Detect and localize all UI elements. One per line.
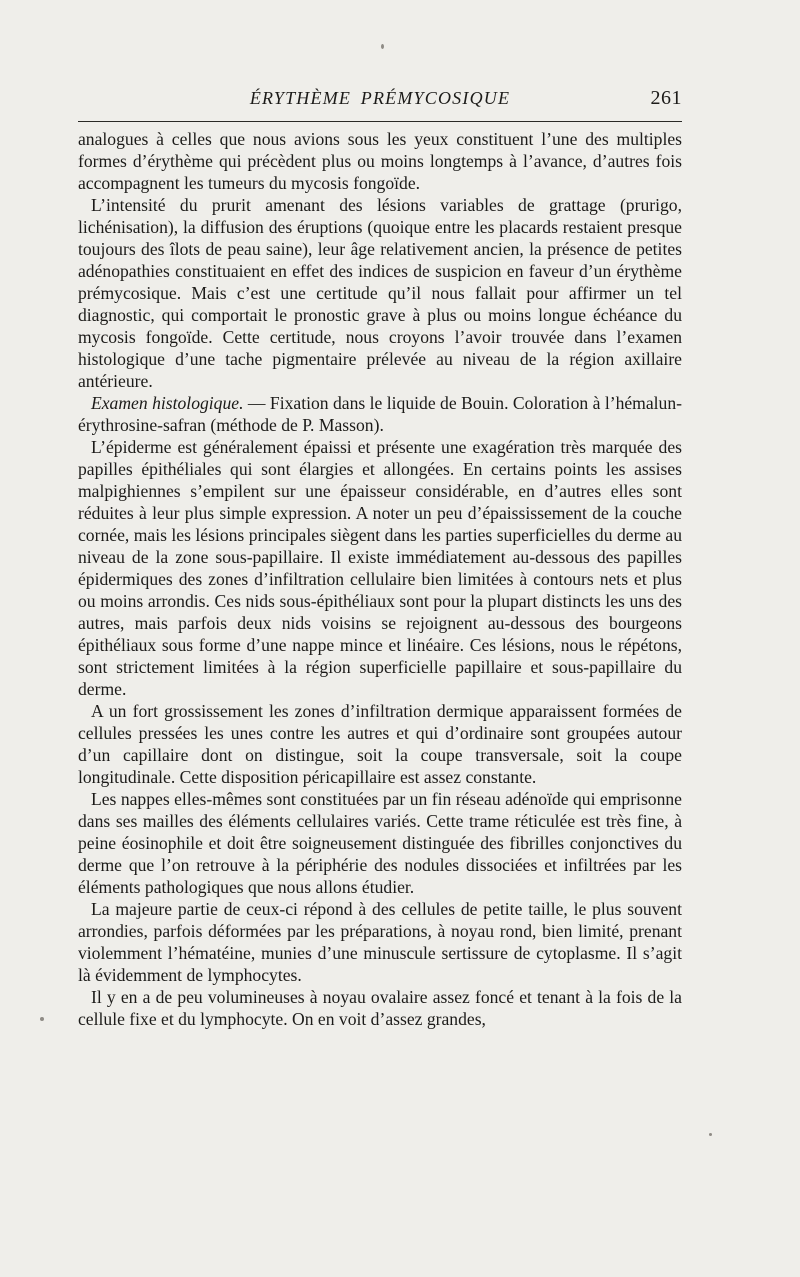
section-heading-examen-histologique: Examen histologique. (91, 393, 244, 413)
paragraph-6: Les nappes elles-mêmes sont constituées par un fin réseau adénoïde qui emprisonne dans ses mailles des éléments cellulaires variés. Cette trame réticulée est très fine, à peine éosinophile et doit être soigneusement distinguée des fibrilles conjonctives du derme que l’on retrouve à la périphérie des nodules dissociées et infiltrées par les éléments pathologiques que nous allons étudier. (78, 789, 682, 897)
paragraph-3 (78, 392, 682, 436)
paragraph-7: La majeure partie de ceux-ci répond à des cellules de petite taille, le plus souvent arrondies, parfois déformées par les préparations, à noyau rond, bien limité, prenant violemment l’hématéine, munies d’une minuscule sertissure de cytoplasme. Il s’agit là évidemment de lymphocytes. (78, 899, 682, 985)
paper-speck-top (381, 44, 384, 49)
paragraph-5: A un fort grossissement les zones d’infiltration dermique apparaissent formées de cellules pressées les unes contre les autres et qui d’ordinaire sont groupées autour d’un capillaire dont on distingue, soit la coupe transversale, soit la coupe longitudinale. Cette disposition péricapillaire est assez constante. (78, 701, 682, 787)
page-number: 261 (650, 87, 682, 109)
paragraph-8: Il y en a de peu volumineuses à noyau ovalaire assez foncé et tenant à la fois de la cellule fixe et du lymphocyte. On en voit d’assez grandes, (78, 987, 682, 1029)
paragraph-2: L’intensité du prurit amenant des lésions variables de grattage (prurigo, lichénisation), la diffusion des éruptions (quoique entre les placards restaient presque toujours des îlots de peau saine), leur âge relativement ancien, la présence de petites adénopathies constituaient en effet des indices de suspicion en faveur d’un érythème prémycosique. Mais c’est une certitude qu’il nous fallait pour affirmer un tel diagnostic, qui comportait le pronostic grave à plus ou moins longue échéance du mycosis fongoïde. Cette certitude, nous croyons l’avoir trouvée dans l’examen histologique d’une tache pigmentaire prélevée au niveau de la région axillaire antérieure. (78, 195, 682, 391)
paragraph-4: L’épiderme est généralement épaissi et présente une exagération très marquée des papilles épithéliales qui sont élargies et allongées. En certains points les assises malpighiennes s’empilent sur une épaisseur considérable, en d’autres elles sont réduites à leur plus simple expression. A noter un peu d’épaississement de la couche cornée, mais les lésions principales siègent dans les parties superficielles du derme au niveau de la zone sous-papillaire. Il existe immédiatement au-dessous des papilles épidermiques des zones d’infiltration cellulaire bien limitées à contours nets et plus ou moins arrondis. Ces nids sous-épithéliaux sont pour la plupart distincts les uns des autres, mais parfois deux nids voisins se rejoignent au-dessous des bourgeons épithéliaux sous forme d’une nappe mince et linéaire. Ces lésions, nous le répétons, sont strictement limitées à la région superficielle papillaire et sous-papillaire du derme. (78, 437, 682, 699)
header-rule (78, 121, 682, 122)
running-title: ÉRYTHÈME PRÉMYCOSIQUE (249, 88, 511, 108)
paper-speck-right-margin (709, 1133, 712, 1136)
paragraph-3-text: — Fixation dans le liquide de Bouin. Coloration à l’hémalun-érythrosine-safran (méthode de P. Masson). (78, 393, 683, 435)
body-text (78, 128, 682, 1030)
paper-speck-left-margin (40, 1017, 44, 1021)
page-header (78, 86, 682, 114)
paragraph-1: analogues à celles que nous avions sous les yeux constituent l’une des multiples formes d’érythème qui précèdent plus ou moins longtemps à l’avance, d’autres fois accompagnent les tumeurs du mycosis fongoïde. (78, 129, 682, 193)
